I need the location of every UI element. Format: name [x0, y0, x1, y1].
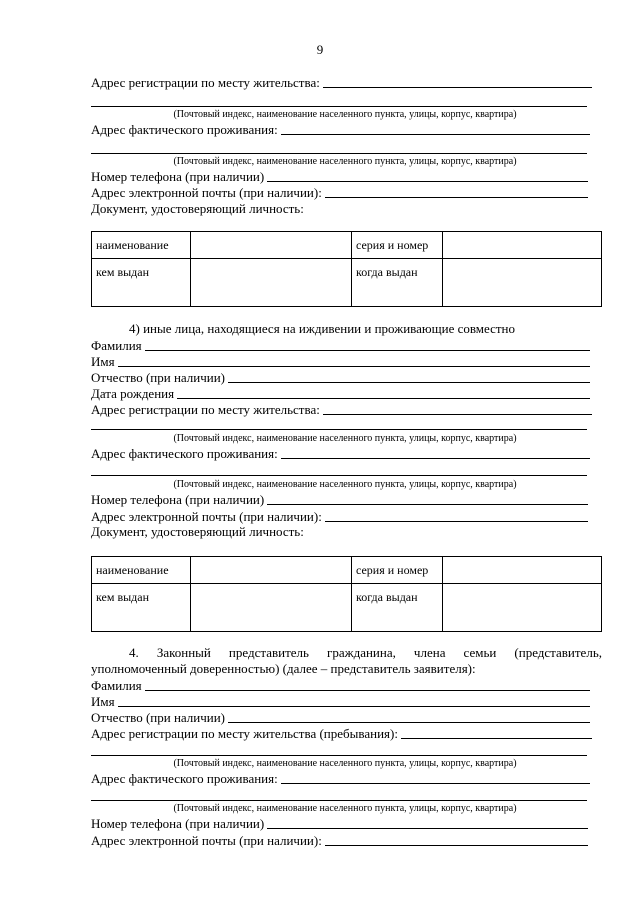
actual-address-label: Адрес фактического проживания:	[91, 446, 278, 461]
name-field[interactable]	[91, 353, 590, 370]
reg-address-line-2[interactable]	[91, 428, 587, 430]
patronymic-label: Отчество (при наличии)	[91, 710, 226, 725]
patronymic-line[interactable]	[228, 381, 590, 383]
email-label: Адрес электронной почты (при наличии):	[91, 185, 322, 200]
reg-address-line-2[interactable]	[91, 105, 587, 107]
rep-reg-address-field[interactable]	[91, 725, 592, 742]
reg-address-line[interactable]	[323, 413, 592, 415]
name-label: Имя	[91, 694, 115, 709]
table-cell-issued-by-value[interactable]	[191, 584, 352, 632]
address-caption: (Почтовый индекс, наименование населенного пункта, улицы, корпус, квартира)	[173, 479, 517, 490]
page-number: 9	[316, 42, 324, 57]
address-caption: (Почтовый индекс, наименование населенного пункта, улицы, корпус, квартира)	[173, 156, 517, 167]
table-cell-issued-by-label: кем выдан	[92, 584, 191, 632]
actual-address-line-2[interactable]	[91, 474, 587, 476]
table-cell-series-label: серия и номер	[352, 232, 443, 259]
address-caption: (Почтовый индекс, наименование населенного пункта, улицы, корпус, квартира)	[173, 758, 517, 769]
actual-address-line[interactable]	[281, 457, 590, 459]
name-line[interactable]	[118, 705, 590, 707]
email-line[interactable]	[325, 520, 588, 522]
id-document-label: Документ, удостоверяющий личность:	[91, 201, 304, 216]
birth-date-field[interactable]	[91, 385, 590, 402]
rep-name-field[interactable]	[91, 693, 590, 710]
reg-address-field[interactable]	[91, 401, 592, 418]
address-caption: (Почтовый индекс, наименование населенного пункта, улицы, корпус, квартира)	[173, 803, 517, 814]
id-document-table	[91, 556, 602, 632]
phone-field[interactable]	[91, 491, 588, 508]
reg-address-stay-line[interactable]	[401, 737, 592, 739]
dependents-heading: 4) иные лица, находящиеся на иждивении и проживающие совместно	[129, 321, 516, 336]
representative-heading-line-2: уполномоченный доверенностью) (далее – представитель заявителя):	[91, 661, 476, 676]
surname-label: Фамилия	[91, 338, 142, 353]
phone-label: Номер телефона (при наличии)	[91, 816, 265, 831]
table-cell-name-label: наименование	[92, 232, 191, 259]
table-cell-issued-by-value[interactable]	[191, 259, 352, 307]
id-document-label: Документ, удостоверяющий личность:	[91, 524, 304, 539]
phone-line[interactable]	[267, 180, 588, 182]
phone-line[interactable]	[267, 503, 588, 505]
table-cell-name-value[interactable]	[191, 557, 352, 584]
table-cell-series-value[interactable]	[443, 232, 602, 259]
table-cell-issue-date-value[interactable]	[443, 259, 602, 307]
email-line[interactable]	[325, 844, 588, 846]
id-document-table	[91, 231, 602, 307]
name-line[interactable]	[118, 365, 590, 367]
table-cell-issue-date-label: когда выдан	[352, 584, 443, 632]
reg-address-stay-label: Адрес регистрации по месту жительства (пребывания):	[91, 726, 398, 741]
reg-address-line[interactable]	[323, 86, 592, 88]
table-cell-name-label: наименование	[92, 557, 191, 584]
table-cell-series-label: серия и номер	[352, 557, 443, 584]
actual-address-label: Адрес фактического проживания:	[91, 122, 278, 137]
rep-actual-address-field[interactable]	[91, 770, 590, 787]
email-label: Адрес электронной почты (при наличии):	[91, 509, 322, 524]
patronymic-field[interactable]	[91, 369, 590, 386]
actual-address-line-2[interactable]	[91, 152, 587, 154]
name-label: Имя	[91, 354, 115, 369]
table-cell-issue-date-label: когда выдан	[352, 259, 443, 307]
actual-address-field[interactable]	[91, 121, 590, 138]
actual-address-label: Адрес фактического проживания:	[91, 771, 278, 786]
actual-address-line[interactable]	[281, 133, 590, 135]
surname-line[interactable]	[145, 689, 590, 691]
email-field[interactable]	[91, 508, 588, 525]
table-cell-name-value[interactable]	[191, 232, 352, 259]
phone-line[interactable]	[267, 827, 588, 829]
actual-address-line[interactable]	[281, 782, 590, 784]
patronymic-line[interactable]	[228, 721, 590, 723]
email-field[interactable]	[91, 184, 588, 201]
surname-field[interactable]	[91, 337, 590, 354]
birth-date-line[interactable]	[177, 397, 590, 399]
reg-address-label: Адрес регистрации по месту жительства:	[91, 402, 320, 417]
reg-address-field[interactable]	[91, 74, 592, 91]
email-label: Адрес электронной почты (при наличии):	[91, 833, 322, 848]
reg-address-line-2[interactable]	[91, 754, 587, 756]
surname-line[interactable]	[145, 349, 590, 351]
rep-email-field[interactable]	[91, 832, 588, 849]
birth-date-label: Дата рождения	[91, 386, 175, 401]
address-caption: (Почтовый индекс, наименование населенного пункта, улицы, корпус, квартира)	[173, 433, 517, 444]
email-line[interactable]	[325, 196, 588, 198]
phone-label: Номер телефона (при наличии)	[91, 492, 265, 507]
address-caption: (Почтовый индекс, наименование населенного пункта, улицы, корпус, квартира)	[173, 109, 517, 120]
rep-phone-field[interactable]	[91, 815, 588, 832]
table-cell-issued-by-label: кем выдан	[92, 259, 191, 307]
actual-address-field[interactable]	[91, 445, 590, 462]
phone-field[interactable]	[91, 168, 588, 185]
actual-address-line-2[interactable]	[91, 799, 587, 801]
surname-label: Фамилия	[91, 678, 142, 693]
reg-address-label: Адрес регистрации по месту жительства:	[91, 75, 320, 90]
phone-label: Номер телефона (при наличии)	[91, 169, 265, 184]
patronymic-label: Отчество (при наличии)	[91, 370, 226, 385]
rep-surname-field[interactable]	[91, 677, 590, 694]
rep-patronymic-field[interactable]	[91, 709, 590, 726]
table-cell-series-value[interactable]	[443, 557, 602, 584]
table-cell-issue-date-value[interactable]	[443, 584, 602, 632]
representative-heading-line-1: 4. Законный представитель гражданина, члена семьи (представитель,	[129, 645, 602, 660]
